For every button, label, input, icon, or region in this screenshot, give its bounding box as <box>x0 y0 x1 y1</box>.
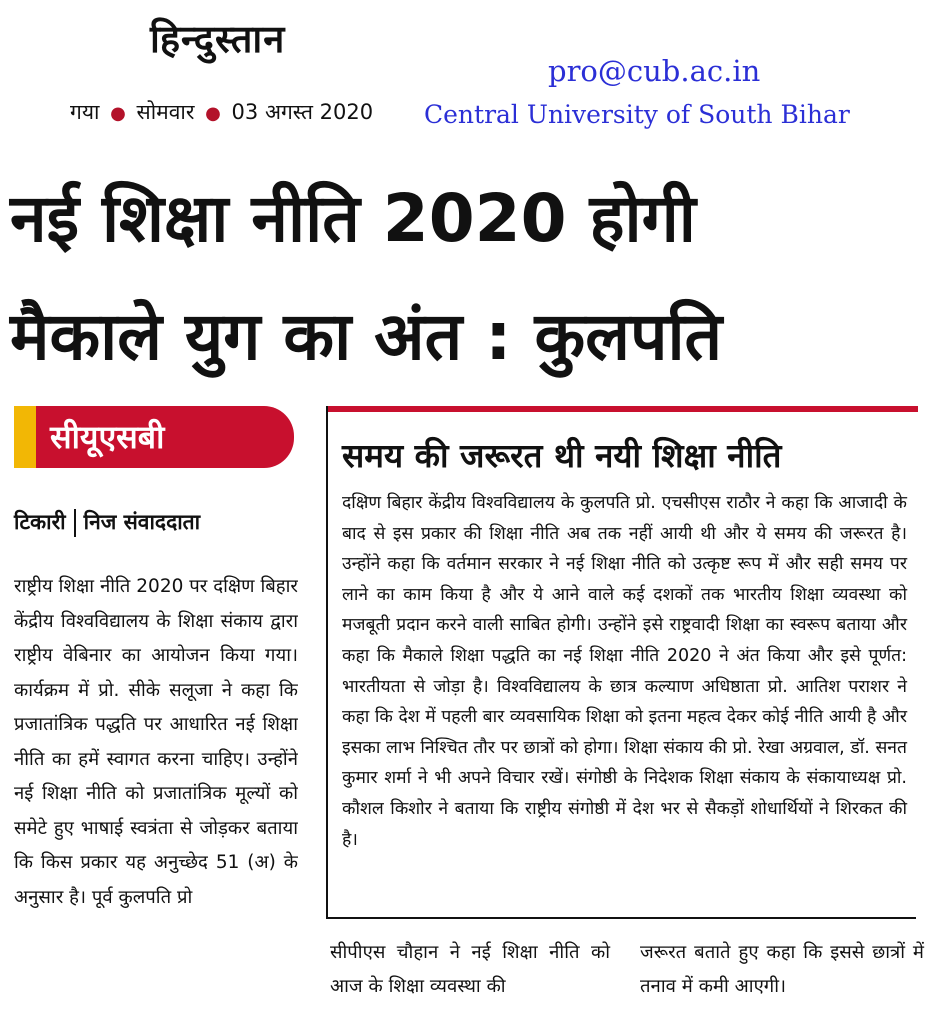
byline-divider <box>74 509 76 537</box>
box-body: दक्षिण बिहार केंद्रीय विश्वविद्यालय के कुलपति प्रो. एचसीएस राठौर ने कहा कि आजादी के बाद से इस प्रकार की शिक्षा नीति अब तक नहीं आयी थी और ये समय की जरूरत है। उन्होंने कहा कि वर्तमान सरकार ने नई शिक्षा नीति को उत्कृष्ट रूप में और सही समय पर लाने का काम किया है और ये आने वाले कई दशकों तक भारतीय शिक्षा व्यवस्था को मजबूती प्रदान करने वाली साबित होगी। उन्होंने इसे राष्ट्रवादी शिक्षा का स्वरूप बताया और कहा कि मैकाले शिक्षा पद्धति का नई शिक्षा नीति 2020 ने अंत किया और इसे पूर्णत: भारतीयता से जोड़ा है। विश्वविद्यालय के छात्र कल्याण अधिष्ठाता प्रो. आतिश पराशर ने कहा कि देश में पहली बार व्यवसायिक शिक्षा को इतना महत्व देकर कोई नीति आयी है और इसका लाभ निश्चित तौर पर छात्रों को होगा। शिक्षा संकाय की प्रो. रेखा अग्रवाल, डॉ. सनत कुमार शर्मा ने भी अपने विचार रखें। संगोष्ठी के निदेशक शिक्षा संकाय के संकायाध्यक्ष प्रो. कौशल किशोर ने बताया कि राष्ट्रीय संगोष्ठी में देश भर से सैकड़ों शोधार्थियों ने शिरकत की है। <box>342 493 907 850</box>
headline-line-1: नई शिक्षा नीति 2020 होगी <box>10 180 696 257</box>
contact-email: pro@cub.ac.in <box>548 54 761 88</box>
bullet-icon: ● <box>110 103 126 124</box>
university-name: Central University of South Bihar <box>424 100 850 129</box>
headline-line-2: मैकाले युग का अंत : कुलपति <box>10 298 723 375</box>
dateline-date: 03 अगस्त 2020 <box>231 100 374 124</box>
byline-reporter: निज संवाददाता <box>83 510 201 534</box>
article-left-column: राष्ट्रीय शिक्षा नीति 2020 पर दक्षिण बिहार केंद्रीय विश्वविद्यालय के शिक्षा संकाय द्वारा राष्ट्रीय वेबिनार का आयोजन किया गया। कार्यक्रम में प्रो. सीके सलूजा ने कहा कि प्रजातांत्रिक पद्धति पर आधारित नई शिक्षा नीति का हमें स्वागत करना चाहिए। उन्होंने नई शिक्षा नीति को प्रजातांत्रिक मूल्यों को समेटे हुए भाषाई स्वत्रंता से जोड़कर बताया कि किस प्रकार यह अनुच्छेद 51 (अ) के अनुसार है। पूर्व कुलपति प्रो <box>14 576 298 908</box>
section-tag-label: सीयूएसबी <box>50 418 165 456</box>
bullet-icon: ● <box>205 103 221 124</box>
byline <box>14 508 200 537</box>
sidebar-box <box>326 406 916 919</box>
dateline-city: गया <box>70 100 100 124</box>
byline-place: टिकारी <box>14 510 66 534</box>
main-headline <box>10 160 940 396</box>
box-top-bar <box>328 406 918 412</box>
section-tag <box>14 406 294 468</box>
box-title: समय की जरूरत थी नयी शिक्षा नीति <box>342 436 782 475</box>
article-column-3: जरूरत बताते हुए कहा कि इससे छात्रों में तनाव में कमी आएगी। <box>640 942 924 997</box>
newspaper-masthead: हिन्दुस्तान <box>150 17 286 61</box>
dateline <box>70 98 373 126</box>
article-column-2: सीपीएस चौहान ने नई शिक्षा नीति को आज के शिक्षा व्यवस्था की <box>330 942 610 997</box>
tag-stripe <box>14 406 36 468</box>
dateline-day: सोमवार <box>136 100 195 124</box>
